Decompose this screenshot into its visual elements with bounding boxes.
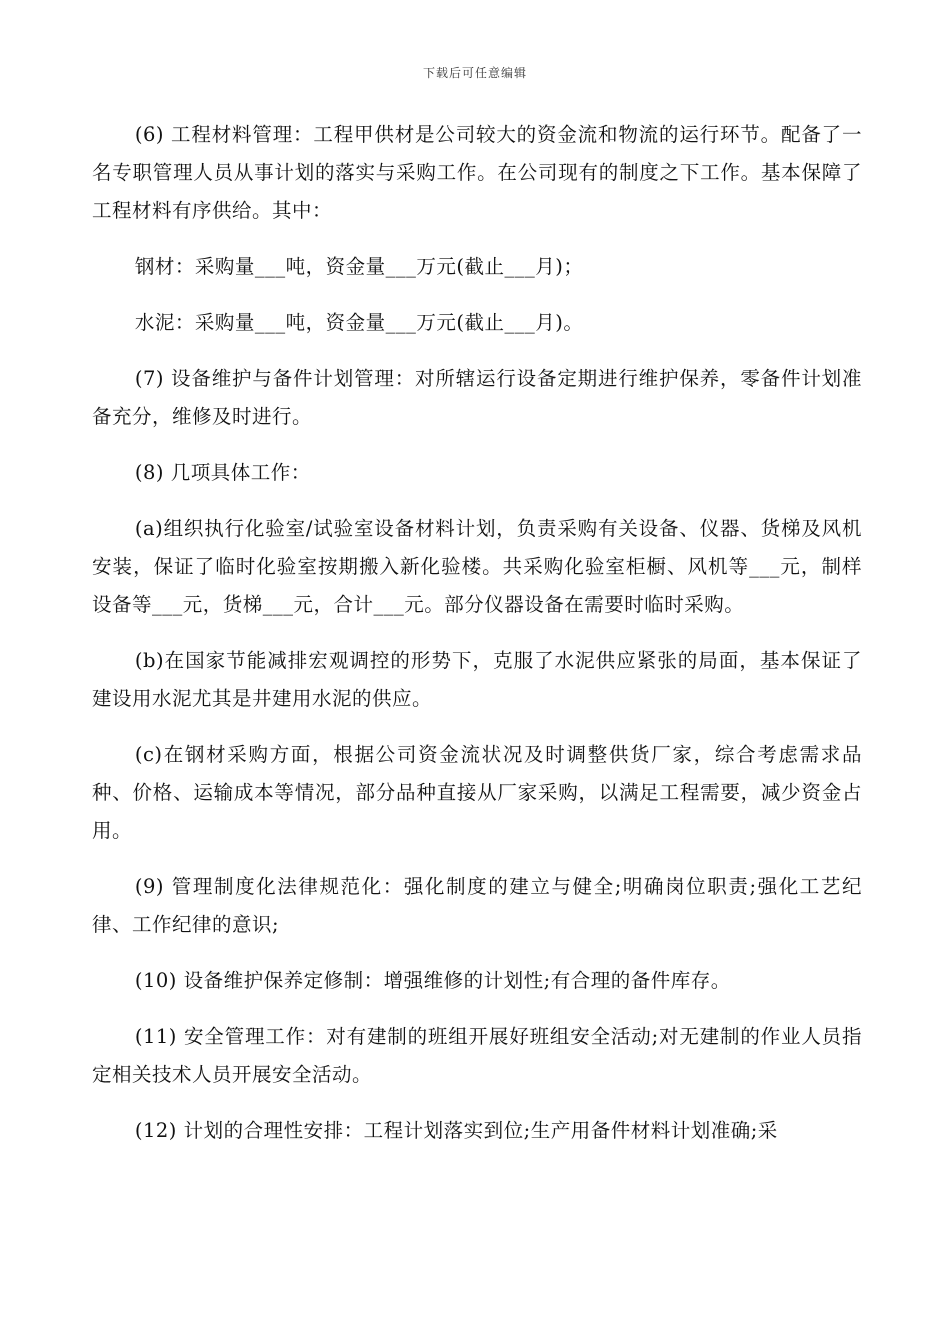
paragraph-steel: 钢材：采购量___吨，资金量___万元(截止___月)； xyxy=(134,255,584,278)
paragraph-8a: (a)组织执行化验室/试验室设备材料计划，负责采购有关设备、仪器、货梯及风机安装，保证了临时化验室按期搬入新化验楼。共采购化验室柜橱、风机等___元，制样设备等___元，货梯___元，合计___元。部分仪器设备在需要时临时采购。 xyxy=(92,517,862,616)
paragraph-8c: (c)在钢材采购方面，根据公司资金流状况及时调整供货厂家，综合考虑需求品种、价格、运输成本等情况，部分品种直接从厂家采购，以满足工程需要，减少资金占用。 xyxy=(92,743,862,842)
paragraph-cement: 水泥：采购量___吨，资金量___万元(截止___月)。 xyxy=(134,311,584,334)
paragraph-10-maintenance: (10) 设备维护保养定修制：增强维修的计划性;有合理的备件库存。 xyxy=(134,969,731,992)
paragraph-8b: (b)在国家节能减排宏观调控的形势下，克服了水泥供应紧张的局面，基本保证了建设用水泥尤其是井建用水泥的供应。 xyxy=(92,649,862,710)
paragraph-8-tasks: (8) 几项具体工作： xyxy=(134,461,311,484)
paragraph-11-safety: (11) 安全管理工作：对有建制的班组开展好班组安全活动;对无建制的作业人员指定相关技术人员开展安全活动。 xyxy=(92,1025,862,1086)
paragraph-12-planning: (12) 计划的合理性安排：工程计划落实到位;生产用备件材料计划准确;采 xyxy=(134,1119,778,1142)
paragraph-7-equipment: (7) 设备维护与备件计划管理：对所辖运行设备定期进行维护保养，零备件计划准备充分，维修及时进行。 xyxy=(92,367,862,428)
page-header-note: 下载后可任意编辑 xyxy=(422,66,527,80)
paragraph-6-materials: (6) 工程材料管理：工程甲供材是公司较大的资金流和物流的运行环节。配备了一名专职管理人员从事计划的落实与采购工作。在公司现有的制度之下工作。基本保障了工程材料有序供给。其中： xyxy=(92,123,862,222)
paragraph-9-regulation: (9) 管理制度化法律规范化：强化制度的建立与健全;明确岗位职责;强化工艺纪律、工作纪律的意识; xyxy=(92,875,862,936)
document-body xyxy=(92,116,862,1168)
